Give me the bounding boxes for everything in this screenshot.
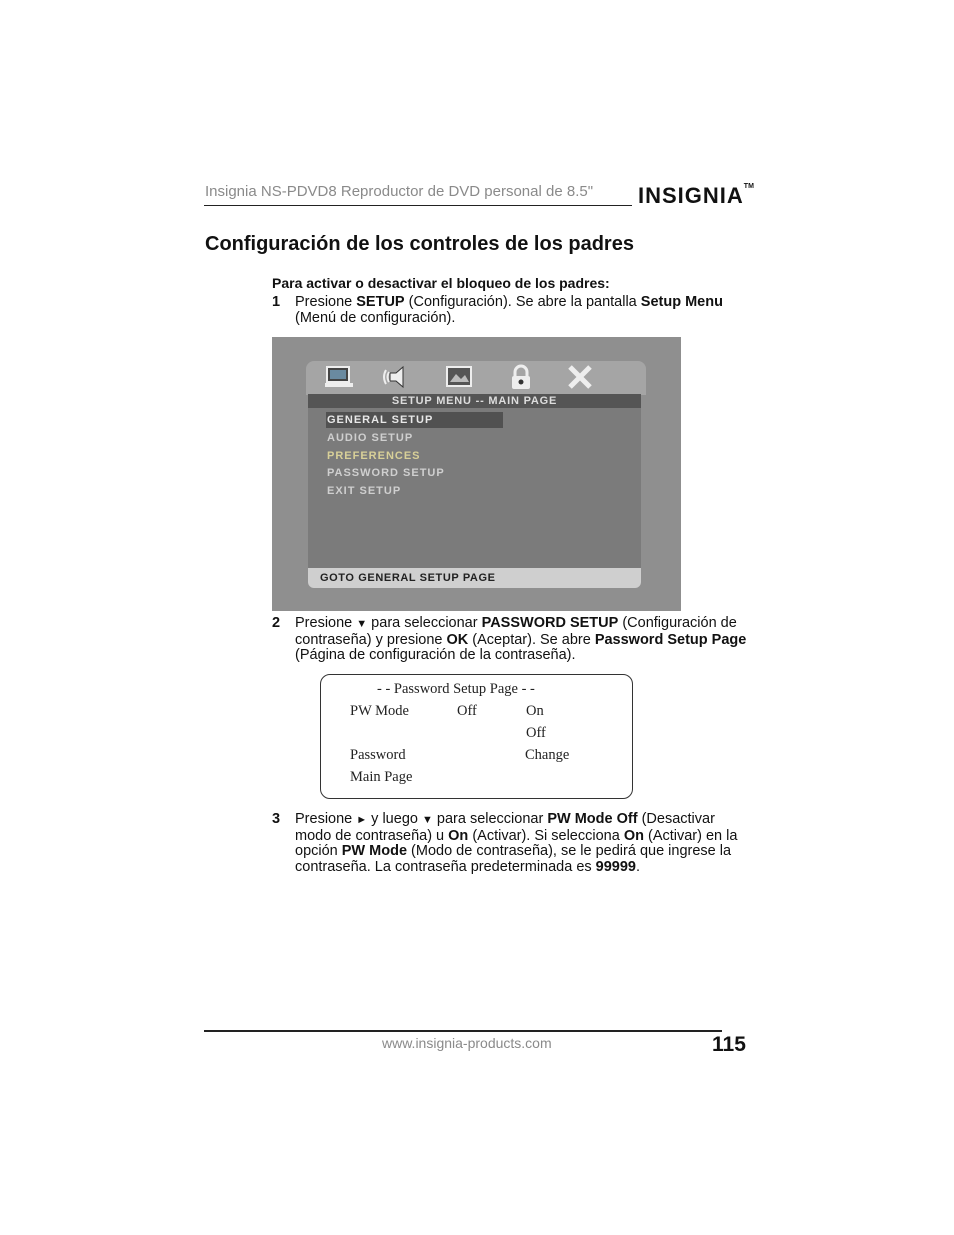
pw-mode-value: Off: [457, 703, 477, 719]
footer-url: www.insignia-products.com: [382, 1035, 552, 1051]
menu-item-password-setup: PASSWORD SETUP: [327, 467, 445, 479]
main-page-label: Main Page: [350, 769, 413, 785]
menu-item-general-setup: GENERAL SETUP: [326, 412, 503, 428]
logo-trademark: TM: [743, 183, 754, 190]
close-icon: [565, 363, 595, 391]
menu-item-preferences: PREFERENCES: [327, 450, 421, 462]
menu-item-exit-setup: EXIT SETUP: [327, 485, 402, 497]
speaker-icon: [382, 363, 412, 391]
option-on: On: [526, 703, 544, 719]
step-number: 3: [272, 811, 281, 827]
right-arrow-icon: ►: [356, 814, 368, 826]
menu-status-bar: GOTO GENERAL SETUP PAGE: [308, 568, 641, 588]
menu-item-audio-setup: AUDIO SETUP: [327, 432, 414, 444]
step-text: Presione SETUP (Configuración). Se abre la pantalla Setup Menu (Menú de configuración).: [295, 294, 723, 326]
step-3: [272, 812, 752, 875]
menu-title-bar: SETUP MENU -- MAIN PAGE: [308, 394, 641, 408]
lock-icon: [506, 363, 536, 391]
step-1: [272, 295, 752, 326]
setup-icon-bar: [306, 361, 646, 395]
step-text: Presione ▼ para seleccionar PASSWORD SETUP (Configuración de contraseña) y presione OK (Aceptar). Se abre Password Setup Page (Página de configuración de la contraseña).: [295, 615, 747, 664]
down-arrow-icon: ▼: [356, 618, 368, 630]
step-number: 1: [272, 294, 281, 310]
option-off: Off: [526, 725, 546, 741]
insignia-logo: [638, 183, 754, 209]
section-title: Configuración de los controles de los padres: [205, 233, 634, 255]
menu-panel: [308, 408, 641, 568]
procedure-heading: Para activar o desactivar el bloqueo de los padres:: [272, 275, 610, 291]
password-setup-page: [320, 674, 633, 799]
page-number: 115: [712, 1033, 746, 1056]
step-2: [272, 616, 752, 664]
step-text: Presione ► y luego ▼ para seleccionar PW Mode Off (Desactivar modo de contraseña) u On (Activar). Si selecciona On (Activar) en la opción PW Mode (Modo de contraseña), se le pedirá que ingrese la contraseña. La contraseña predeterminada es 99999.: [295, 811, 738, 875]
setup-menu-screenshot: [272, 337, 681, 611]
picture-icon: [444, 363, 474, 391]
down-arrow-icon: ▼: [421, 814, 433, 826]
tv-icon: [324, 363, 354, 391]
password-change: Change: [525, 747, 570, 763]
password-page-title: - - Password Setup Page - -: [377, 681, 535, 697]
footer-divider: [204, 1030, 722, 1032]
running-header: Insignia NS-PDVD8 Reproductor de DVD personal de 8.5": [205, 183, 594, 200]
step-number: 2: [272, 615, 281, 631]
logo-text: INSIGNIA: [638, 183, 744, 208]
pw-mode-label: PW Mode: [350, 703, 409, 719]
password-label: Password: [350, 747, 406, 763]
header-divider: [204, 205, 632, 206]
